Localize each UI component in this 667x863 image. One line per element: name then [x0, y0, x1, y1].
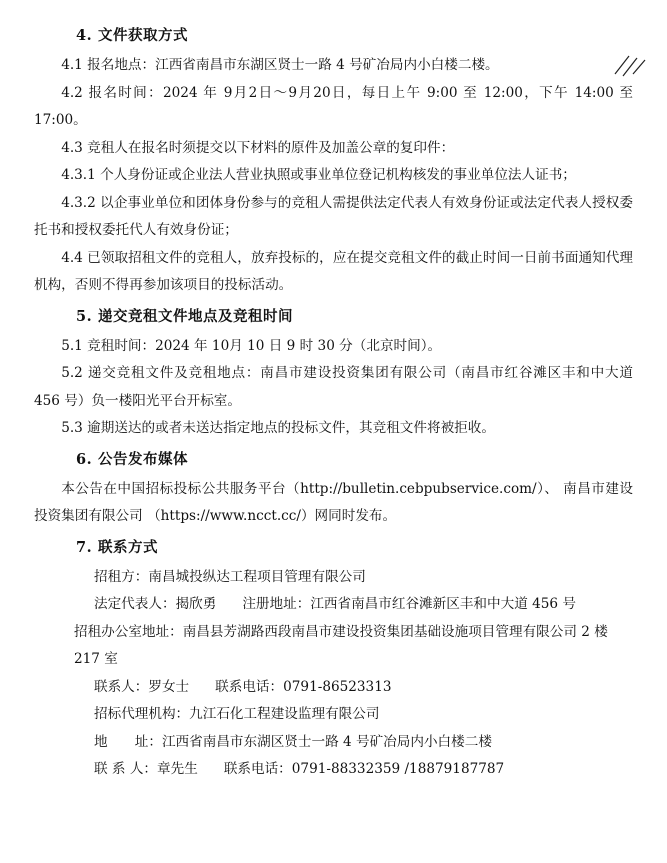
paragraph-4-3-2: 4.3.2 以企事业单位和团体身份参与的竞租人需提供法定代表人有效身份证或法定代表人授权委托书和授权委托代人有效身份证； [34, 194, 633, 238]
contact-row-legal-rep [34, 591, 633, 619]
contact-value-reg-address: 江西省南昌市红谷滩新区丰和中大道 456 号 [310, 596, 576, 612]
handwriting-scribble-icon [611, 52, 651, 78]
section-heading-7 [34, 534, 633, 562]
paragraph-4-2: 4.2 报名时间：2024 年 9月2日～9月20日，每日上午 9:00 至 12:00，下午 14:00 至 17:00。 [34, 84, 638, 128]
contact-row-landlord [34, 564, 633, 592]
section-number-6: 6. [76, 450, 93, 468]
contact-value-agency-contact: 章先生 [157, 761, 198, 777]
section-title-7: 联系方式 [98, 539, 158, 556]
contact-label-agency: 招标代理机构： [94, 706, 190, 722]
section-number-5: 5. [76, 307, 93, 325]
contact-value-agency-phone: 0791-88332359 /18879187787 [291, 761, 505, 777]
section-title-6: 公告发布媒体 [98, 451, 188, 468]
contact-value-agency: 九江石化工程建设监理有限公司 [189, 706, 380, 722]
contact-label-agency-contact: 联 系 人： [94, 761, 158, 777]
paragraph-5-2: 5.2 递交竞租文件及竞租地点：南昌市建设投资集团有限公司（南昌市红谷滩区丰和中大道 456 号）负一楼阳光平台开标室。 [34, 365, 638, 409]
paragraph-4-3: 4.3 竞租人在报名时须提交以下材料的原件及加盖公章的复印件： [61, 139, 455, 156]
contact-value-office-address: 南昌县芳湖路西段南昌市建设投资集团基础设施项目管理有限公司 2 楼 217 室 [74, 623, 608, 667]
contact-row-contact-person [34, 674, 633, 702]
contact-value-address: 江西省南昌市东湖区贤士一路 4 号矿冶局内小白楼二楼 [161, 733, 492, 750]
contact-value-legal-rep: 揭欣勇 [175, 596, 217, 612]
contact-label-phone: 联系电话： [215, 678, 284, 695]
paragraph-4-1: 4.1 报名地点：江西省南昌市东湖区贤士一路 4 号矿冶局内小白楼二楼。 [61, 57, 499, 73]
paragraph-5-3: 5.3 逾期送达的或者未送达指定地点的投标文件，其竞租文件将被拒收。 [61, 420, 495, 436]
paragraph-4-4: 4.4 已领取招租文件的竞租人，放弃投标的，应在提交竞租文件的截止时间一日前书面通知代理机构，否则不得再参加该项目的投标活动。 [34, 249, 633, 293]
paragraph-5-1: 5.1 竞租时间：2024 年 10月 10 日 9 时 30 分（北京时间）。 [61, 337, 442, 354]
section-number-4: 4. [76, 27, 93, 44]
contact-row-agency-contact [34, 756, 633, 784]
section-title-5: 递交竞租文件地点及竞租时间 [98, 308, 293, 325]
contact-label-landlord: 招租方： [94, 568, 149, 585]
contact-label-office-address: 招租办公室地址： [74, 623, 183, 640]
contact-row-address [34, 729, 633, 757]
contact-value-phone: 0791-86523313 [283, 678, 392, 695]
contact-row-office-address [34, 619, 633, 674]
contact-label-address: 地 址： [94, 733, 162, 750]
contact-value-landlord: 南昌城投纵达工程项目管理有限公司 [148, 568, 366, 585]
paragraph-4-3-1: 4.3.1 个人身份证或企业法人营业执照或事业单位登记机构核发的事业单位法人证书； [61, 167, 576, 183]
section-number-7: 7. [76, 538, 93, 556]
section-heading-5 [34, 303, 633, 331]
section-title-4: 文件获取方式 [98, 28, 188, 44]
contact-label-contact-person: 联系人： [94, 678, 149, 695]
contact-value-contact-person: 罗女士 [148, 678, 190, 695]
contact-label-legal-rep: 法定代表人： [94, 596, 176, 612]
section-heading-6 [34, 446, 633, 474]
contact-label-reg-address: 注册地址： [242, 596, 311, 612]
section-heading-4 [34, 22, 633, 50]
contact-label-agency-phone: 联系电话： [223, 761, 292, 777]
paragraph-6-1: 本公告在中国招标投标公共服务平台（http://bulletin.cebpubservice.com/）、 南昌市建设投资集团有限公司 （https://www.ncct.cc/）网同时发布。 [34, 480, 633, 524]
contact-row-agency [34, 701, 633, 729]
